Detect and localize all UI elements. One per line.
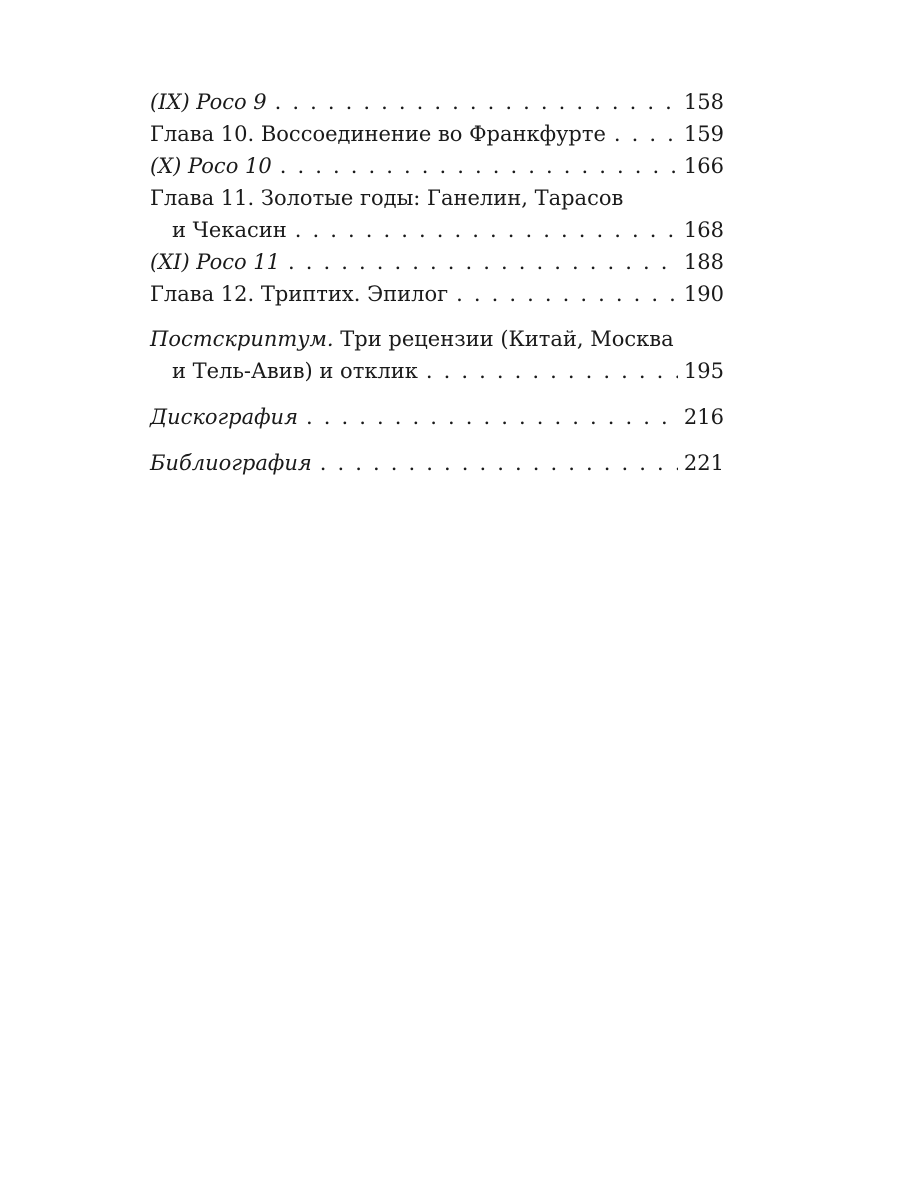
dot-leader	[456, 278, 678, 310]
toc-entry-title-line-1	[150, 323, 674, 355]
toc-entry-postscript	[150, 323, 724, 387]
dot-leader	[306, 401, 678, 433]
toc-page-number: 188	[683, 250, 724, 274]
toc-line	[150, 401, 724, 433]
toc-entry-title-italic: Библиография	[150, 451, 312, 475]
dot-leader	[614, 118, 678, 150]
dot-leader	[295, 214, 678, 246]
toc-entry-title: Глава 12. Триптих. Эпилог	[150, 282, 449, 306]
toc-line	[150, 278, 724, 310]
toc-entry-poco-11	[150, 246, 724, 278]
dot-leader	[288, 246, 678, 278]
dot-leader	[426, 355, 678, 387]
toc-line	[150, 246, 724, 278]
toc-entry-title	[150, 86, 267, 118]
toc-page-number: 195	[683, 359, 724, 383]
toc-page-number: 166	[683, 154, 724, 178]
toc-entry-bibliography	[150, 447, 724, 479]
toc-entry-title: Глава 10. Воссоединение во Франкфурте	[150, 122, 606, 146]
toc-entry-title-italic: (IX) Poco 9	[150, 90, 267, 114]
toc-page-number: 190	[683, 282, 724, 306]
toc-entry-title-line-2: и Тель-Авив) и отклик	[172, 359, 418, 383]
toc-page-number: 216	[683, 405, 724, 429]
toc-entry-title-italic: (XI) Poco 11	[150, 250, 281, 274]
toc-line	[150, 355, 724, 387]
toc-line	[150, 86, 724, 118]
toc-entry-title	[150, 246, 280, 278]
toc-page-number: 168	[683, 218, 724, 242]
toc-entry-chapter-10	[150, 118, 724, 150]
toc-entry-title	[150, 401, 298, 433]
dot-leader	[320, 447, 678, 479]
toc-line	[150, 323, 724, 355]
toc-entry-discography	[150, 401, 724, 433]
dot-leader	[280, 150, 678, 182]
toc-entry-title-line-1: Глава 11. Золотые годы: Ганелин, Тарасов	[150, 186, 624, 210]
table-of-contents	[150, 86, 724, 479]
toc-entry-title	[150, 150, 272, 182]
toc-entry-chapter-11	[150, 182, 724, 246]
toc-entry-title-line-2: и Чекасин	[172, 218, 287, 242]
toc-line	[150, 118, 724, 150]
toc-entry-poco-10	[150, 150, 724, 182]
toc-entry-poco-9	[150, 86, 724, 118]
toc-entry-chapter-12	[150, 278, 724, 310]
toc-page-number: 159	[683, 122, 724, 146]
toc-line	[150, 447, 724, 479]
toc-entry-title-rest: Три рецензии (Китай, Москва	[333, 327, 674, 351]
toc-entry-title	[150, 447, 312, 479]
toc-entry-title-italic: Постскриптум.	[150, 327, 334, 351]
toc-page-number: 158	[683, 90, 724, 114]
toc-entry-title-italic: Дискография	[150, 405, 298, 429]
toc-entry-title-italic: (X) Poco 10	[150, 154, 272, 178]
toc-line	[150, 182, 724, 214]
toc-line	[150, 150, 724, 182]
toc-page-number: 221	[683, 451, 724, 475]
dot-leader	[275, 86, 678, 118]
toc-line	[150, 214, 724, 246]
